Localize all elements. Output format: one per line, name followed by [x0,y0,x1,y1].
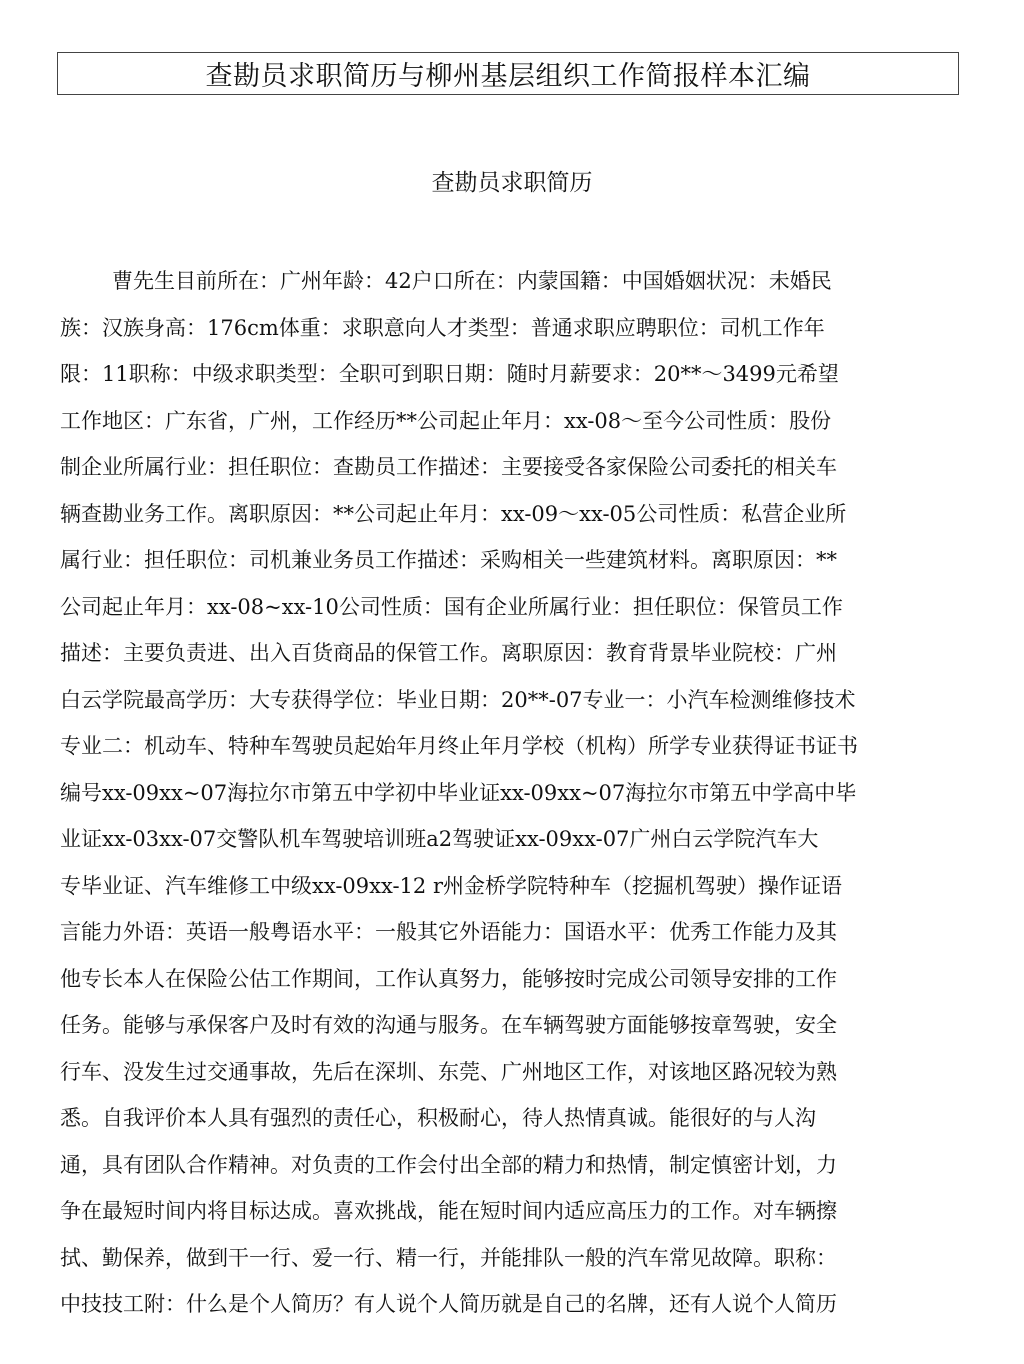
section-title: 查勘员求职简历 [431,170,593,196]
text-line: 拭、勤保养，做到干一行、爱一行、精一行，并能排队一般的汽车常见故障。职称： [60,1245,837,1270]
text-line: 专业二：机动车、特种车驾驶员起始年月终止年月学校（机构）所学专业获得证书证书 [60,734,858,758]
text-line: 编号xx-09xx~07海拉尔市第五中学初中毕业证xx-09xx~07海拉尔市第五中学高中毕 [60,780,857,805]
text-line: 行车、没发生过交通事故，先后在深圳、东莞、广州地区工作，对该地区路况较为熟 [60,1059,837,1084]
text-line: 工作地区：广东省，广州，工作经历**公司起止年月：xx-08～至今公司性质：股份 [60,408,832,433]
text-line: 辆查勘业务工作。离职原因：**公司起止年月：xx-09～xx-05公司性质：私营企业所 [60,501,847,526]
text-line: 言能力外语：英语一般粤语水平：一般其它外语能力：国语水平：优秀工作能力及其 [60,920,837,944]
text-line: 业证xx-03xx-07交警队机车驾驶培训班a2驾驶证xx-09xx-07广州白云学院汽车大 [60,827,819,851]
text-line: 制企业所属行业：担任职位：查勘员工作描述：主要接受各家保险公司委托的相关车 [60,455,837,479]
text-line: 族：汉族身高：176cm体重：求职意向人才类型：普通求职应聘职位：司机工作年 [60,315,825,340]
text-line: 他专长本人在保险公估工作期间，工作认真努力，能够按时完成公司领导安排的工作 [60,966,837,991]
text-line: 属行业：担任职位：司机兼业务员工作描述：采购相关一些建筑材料。离职原因：** [60,548,837,572]
text-line: 限：11职称：中级求职类型：全职可到职日期：随时月薪要求：20**～3499元希望 [60,362,839,386]
text-line: 通，具有团队合作精神。对负责的工作会付出全部的精力和热情，制定慎密计划，力 [60,1152,837,1177]
text-line: 争在最短时间内将目标达成。喜欢挑战，能在短时间内适应高压力的工作。对车辆擦 [60,1199,837,1223]
text-line: 白云学院最高学历：大专获得学位：毕业日期：20**-07专业一：小汽车检测维修技术 [60,687,856,712]
text-line: 任务。能够与承保客户及时有效的沟通与服务。在车辆驾驶方面能够按章驾驶，安全 [60,1013,837,1037]
text-line: 中技技工附：什么是个人简历？有人说个人简历就是自己的名牌，还有人说个人简历 [60,1292,837,1316]
text-line: 公司起止年月：xx-08~xx-10公司性质：国有企业所属行业：担任职位：保管员工作 [60,594,843,619]
text-line: 悉。自我评价本人具有强烈的责任心，积极耐心，待人热情真诚。能很好的与人沟 [60,1106,816,1130]
text-line: 曹先生目前所在：广州年龄：42户口所在：内蒙国籍：中国婚姻状况：未婚民 [112,269,832,293]
document-title: 查勘员求职简历与柳州基层组织工作简报样本汇编 [205,61,811,92]
text-line: 描述：主要负责进、出入百货商品的保管工作。离职原因：教育背景毕业院校：广州 [60,641,837,665]
document-header-box [57,52,959,95]
resume-body [60,258,960,1328]
text-line: 专毕业证、汽车维修工中级xx-09xx-12 r州金桥学院特种车（挖掘机驾驶）操作证语 [60,873,842,898]
